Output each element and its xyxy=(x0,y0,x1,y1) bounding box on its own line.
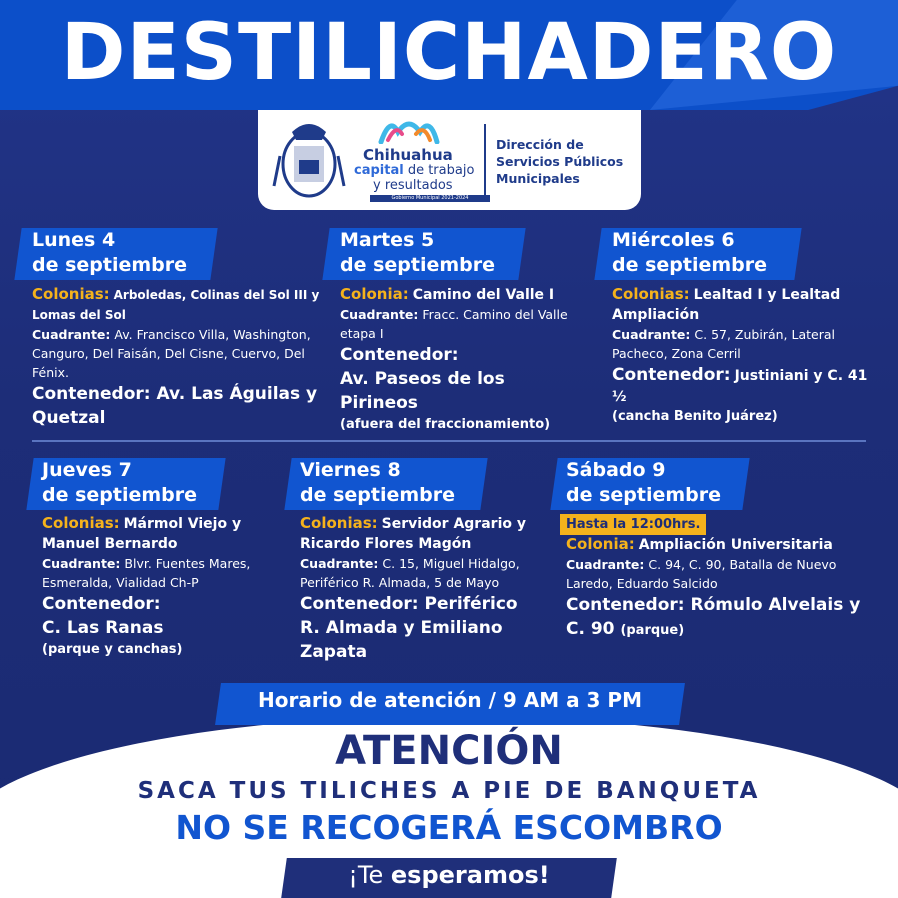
logo-city-name: Chihuahua xyxy=(363,146,453,164)
horario-text: Horario de atención / 9 AM a 3 PM xyxy=(257,688,642,712)
page-title: DESTILICHADERO xyxy=(60,8,838,98)
row-divider xyxy=(32,440,866,442)
day-body-miercoles: Colonias: Lealtad I y Lealtad Ampliación Cuadrante: C. 57, Zubirán, Lateral Pacheco, Zona Cerril Contenedor: Justiniani y C. 41 ½ (cancha Benito Juárez) xyxy=(612,285,868,424)
day-title-miercoles: Miércoles 6 de septiembre xyxy=(612,229,768,276)
day-body-viernes: Colonias: Servidor Agrario y Ricardo Flores Magón Cuadrante: C. 15, Miguel Hidalgo, Periférico R. Almada, 5 de Mayo Contenedor: Periférico R. Almada y Emiliano Zapata xyxy=(300,514,526,662)
logo-slogan-line3: y resultados xyxy=(373,178,453,193)
day-title-lunes: Lunes 4 de septiembre xyxy=(32,229,188,276)
logo-divider xyxy=(484,124,486,198)
logo-gobierno-band: Gobierno Municipal 2021-2024 xyxy=(370,195,490,202)
te-esperamos-text: ¡Te esperamos! xyxy=(348,861,550,889)
day-title-martes: Martes 5 de septiembre xyxy=(340,229,496,276)
chihuahua-m-logo-icon xyxy=(378,116,440,144)
atencion-heading: ATENCIÓN xyxy=(335,728,563,774)
logo-slogan-line2: capital de trabajo xyxy=(354,163,475,178)
logo-direccion: Dirección de Servicios Públicos Municipales xyxy=(496,137,624,186)
day-title-jueves: Jueves 7 de septiembre xyxy=(42,459,198,506)
day-body-martes: Colonia: Camino del Valle I Cuadrante: Fracc. Camino del Valle etapa I Contenedor: Av. Paseos de los Pirineos (afuera del fraccionamiento) xyxy=(340,285,568,432)
day-title-viernes: Viernes 8 de septiembre xyxy=(300,459,456,506)
coat-of-arms-icon xyxy=(272,116,346,202)
saca-text: SACA TUS TILICHES A PIE DE BANQUETA xyxy=(137,778,761,804)
day-body-sabado: Hasta la 12:00hrs. Colonia: Ampliación Universitaria Cuadrante: C. 94, C. 90, Batalla de Nuevo Laredo, Eduardo Salcido Contenedor: Rómulo Alvelais y C. 90 (parque) xyxy=(560,514,870,643)
logo-panel xyxy=(258,110,641,210)
day-body-jueves: Colonias: Mármol Viejo y Manuel Bernardo Cuadrante: Blvr. Fuentes Mares, Esmeralda, Vialidad Ch-P Contenedor: C. Las Ranas (parque y canchas) xyxy=(42,514,251,657)
day-title-sabado: Sábado 9 de septiembre xyxy=(566,459,722,506)
hours-badge: Hasta la 12:00hrs. xyxy=(560,514,706,535)
day-body-lunes: Colonias: Arboledas, Colinas del Sol III y Lomas del Sol Cuadrante: Av. Francisco Villa, Washington, Canguro, Del Faisán, Del Cisne, Cuervo, Del Fénix. Contenedor: Av. Las Águilas y Quetzal xyxy=(32,285,320,428)
no-escombro-text: NO SE RECOGERÁ ESCOMBRO xyxy=(175,808,723,847)
